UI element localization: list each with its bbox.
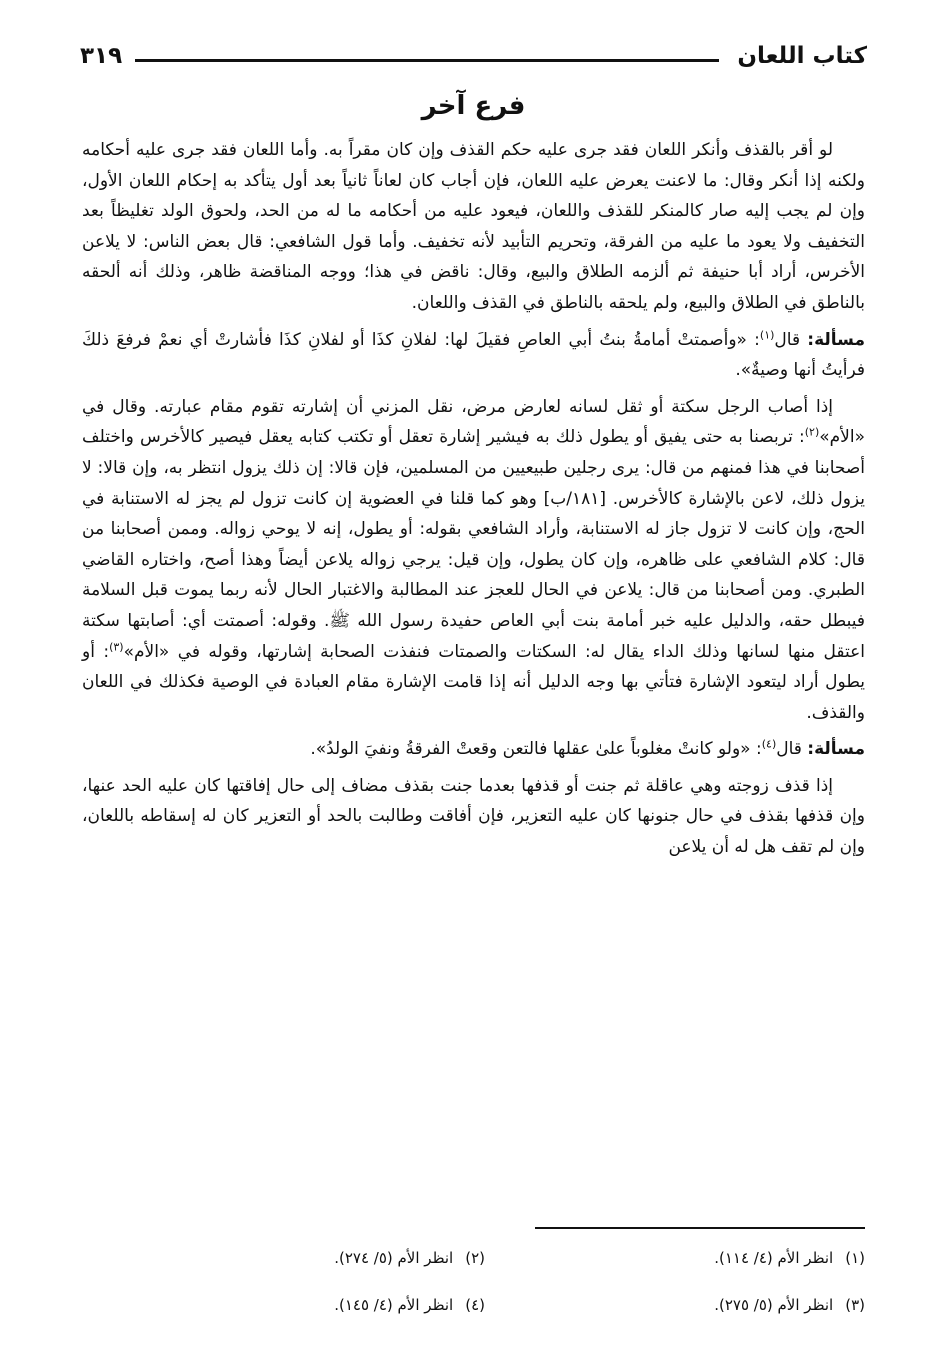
footnote-text: انظر الأم (٥/ ٢٧٥). [714, 1296, 834, 1314]
masala-intro: قال [774, 329, 808, 350]
paragraph: لو أقر بالقذف وأنكر اللعان فقد جرى عليه حكم القذف وإن كان مقراً به. وأما اللعان فقد جرى عليه أحكامه ولكنه إذا أنكر وقال: ما لاعنت يعرض عليه اللعان، فإن أجاب كان لعاناً ثانياً بعد أول يتأكد به إحكام اللعان الأول، وإن لم يجب إليه صار كالمنكر للقذف واللعان، فيعود عليه من أحكامه ما له من الحد، ولحوق الولد تغليظاً بعد التخفيف ولا يعود ما عليه من الفرقة، وتحريم التأبيد لأنه تخفيف. وأما قول الشافعي: قال بعض الناس: لا يلاعن الأخرس، أراد أبا حنيفة ثم ألزمه الطلاق والبيع، وقال: ناقض في هذا؛ ووجه المناقضة ظاهر، وذلك أنه ألحقه بالناطق في الطلاق والبيع، ولم يلحقه بالناطق في القذف واللعان. [82, 140, 865, 313]
masala-intro: قال [776, 739, 808, 760]
footnote-text: انظر الأم (٥/ ٢٧٤). [334, 1249, 454, 1267]
footnote-ref: (١) [759, 327, 775, 341]
masala-paragraph [82, 734, 865, 765]
footnotes [82, 1240, 865, 1334]
masala-text: : «وأصمتتْ أمامةُ بنتُ أبي العاصِ فقيلَ لها: لفلانِ كذَا أو لفلانِ كذَا فأشارتْ أي نعمْ فرفعَ ذلكَ فرأيتُ أنها وصيةٌ». [82, 329, 865, 381]
footnote-text: انظر الأم (٤/ ١٤٥). [334, 1296, 454, 1314]
footnote [485, 1287, 865, 1334]
footnote-ref: (٢) [804, 425, 820, 439]
footnote-ref: (٤) [761, 737, 777, 751]
footnote [105, 1240, 485, 1287]
footnote-ref: (٣) [109, 639, 124, 653]
footnote-rule [535, 1227, 865, 1229]
chapter-title: كتاب اللعان [737, 43, 867, 69]
paragraph-text: : أو يطول أراد ليتعود الإشارة فتأتي بها وجه الدليل أنه إذا قامت الإشارة مقام العبادة في الوصية فكذلك في اللعان والقذف. [82, 641, 865, 723]
running-header [80, 36, 867, 76]
paragraph-text: إذا أصاب الرجل سكتة أو ثقل لسانه لعارض مرض، نقل المزني أن إشارته تقوم مقام عبارته. وقال في «الأم» [82, 396, 865, 448]
footnote-number: (٣) [845, 1296, 865, 1314]
footnote-row [82, 1240, 865, 1287]
paragraph [82, 392, 865, 729]
footnote-text: انظر الأم (٤/ ١١٤). [714, 1249, 834, 1267]
body-text [82, 135, 865, 869]
masala-label: مسألة: [807, 739, 865, 760]
footnote-number: (٢) [465, 1249, 485, 1267]
footnote [105, 1287, 485, 1334]
footnote [485, 1240, 865, 1287]
page-number: ٣١٩ [80, 43, 123, 69]
paragraph: إذا قذف زوجته وهي عاقلة ثم جنت أو قذفها بعدما جنت بقذف مضاف إلى حال إفاقتها كان عليه الحد عنها، وإن قذفها بقذف في حال جنونها كان عليه التعزير، فإن أفاقت وطالبت بالحد أو التعزير كان له إسقاطه باللعان، وإن لم تقف هل له أن يلاعن [82, 775, 865, 858]
paragraph-text: : تربصنا به حتى يفيق أو يطول ذلك به فيشير إشارة تعقل أو تكتب كتابه يعقل فيصير كالأخرس واختلف أصحابنا في هذا فمنهم من قال: يرى رجلين طبيعيين من المسلمين، فإن قالا: إن ذلك يزول انتظر به، وإن قالا: لا يزول ذلك، لاعن بالإشارة كالأخرس. [١٨١/ب] وهو كما قلنا في العضوية إن كانت تزول لم يجز له الاستنابة في الحج، وإن كانت لا تزول جاز له الاستنابة، وأراد الشافعي بقوله: أو يطول، إنه لا يوحي زواله. وممن أصحابنا من قال: كلام الشافعي على ظاهره، وإن كان يطول، وإن قيل: يرجي زواله يلاعن أيضاً وهذا أصح، واختاره القاضي الطبري. ومن أصحابنا من قال: يلاعن في الحال للعجز عند المطالبة والاغتبار الحال لأنه ربما يموت قبل السلامة فيبطل حقه، والدليل عليه خبر أمامة بنت أبي العاص حفيدة رسول الله ﷺ. وقوله: أصمتت أي: أصابتها سكتة اعتقل منها لسانها وذلك الداء يقال له: السكتات والصمتات فنفذت الصحابة إشارتها، وقوله في «الأم» [82, 427, 866, 662]
masala-paragraph [82, 325, 865, 386]
section-heading: فرع آخر [421, 91, 526, 121]
masala-text: : «ولو كانتْ مغلوباً علىٰ عقلها فالتعن وقعتْ الفرقةُ ونفيَ الولدُ». [310, 739, 762, 760]
footnote-number: (٤) [465, 1296, 485, 1314]
footnote-number: (١) [845, 1249, 865, 1267]
footnote-row [82, 1287, 865, 1334]
masala-label: مسألة: [807, 329, 865, 350]
header-rule [135, 59, 719, 62]
